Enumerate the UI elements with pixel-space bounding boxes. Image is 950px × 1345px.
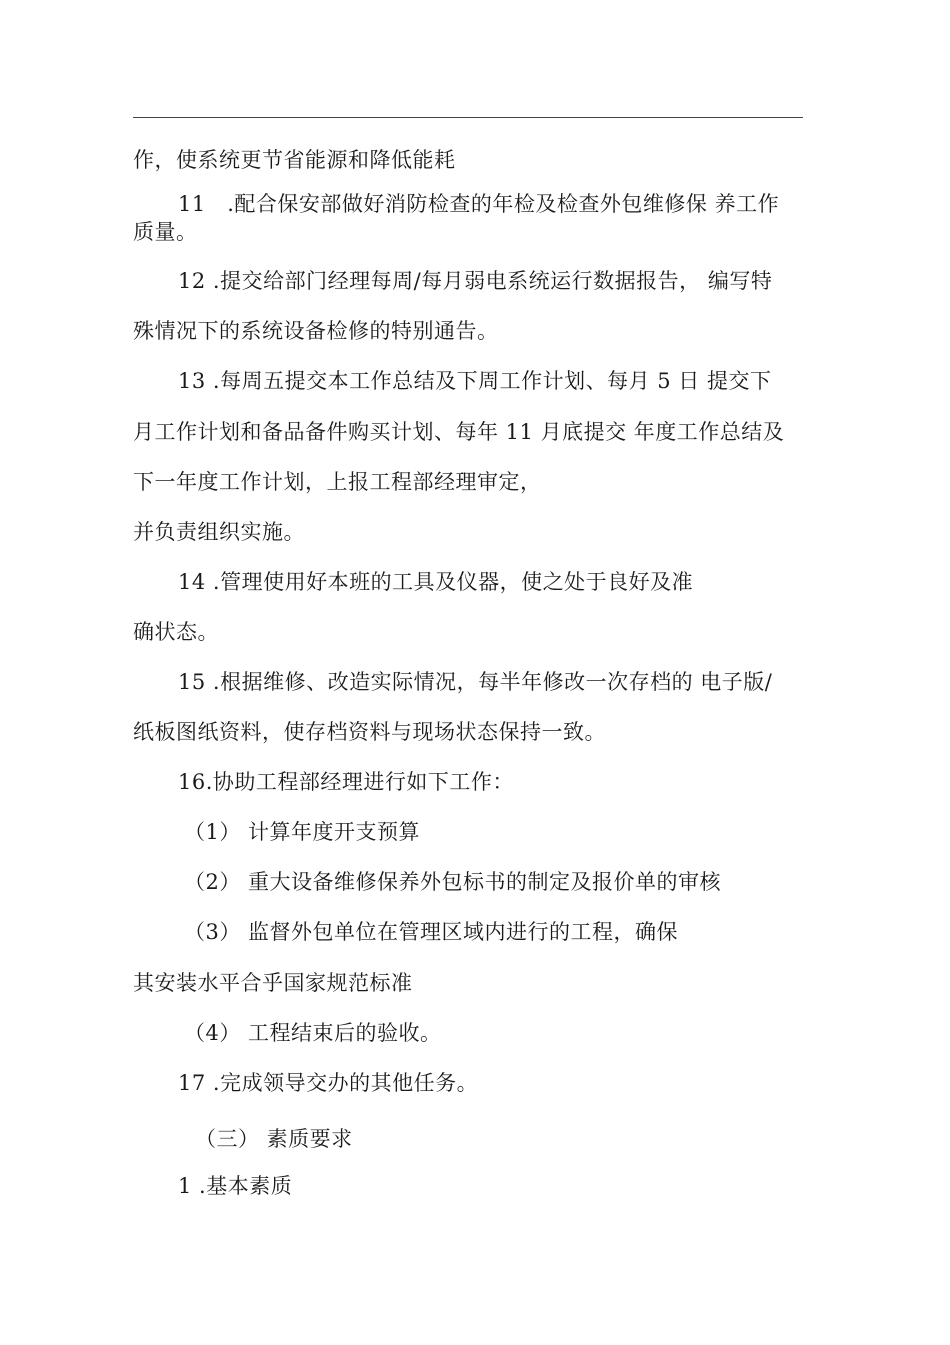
text-line: （2） 重大设备维修保养外包标书的制定及报价单的审核 bbox=[184, 870, 722, 894]
text-line: 确状态。 bbox=[133, 620, 219, 644]
text-line: 17 .完成领导交办的其他任务。 bbox=[178, 1071, 479, 1095]
text-line: 月工作计划和备品备件购买计划、每年 11 月底提交 年度工作总结及 bbox=[133, 420, 785, 444]
text-line: （1） 计算年度开支预算 bbox=[184, 820, 421, 844]
text-line: 16.协助工程部经理进行如下工作： bbox=[178, 770, 514, 794]
text-line: 12 .提交给部门经理每周/每月弱电系统运行数据报告， 编写特 bbox=[178, 269, 773, 293]
text-line: （3） 监督外包单位在管理区域内进行的工程，确保 bbox=[184, 920, 679, 944]
text-line: 其安装水平合乎国家规范标准 bbox=[133, 971, 413, 995]
text-line: 质量。 bbox=[133, 220, 198, 244]
text-line: 15 .根据维修、改造实际情况，每半年修改一次存档的 电子版/ bbox=[178, 670, 773, 694]
header-rule bbox=[133, 117, 803, 118]
text-line: 下一年度工作计划，上报工程部经理审定， bbox=[133, 470, 542, 494]
section-heading: （三） 素质要求 bbox=[195, 1127, 353, 1151]
text-line: 11 .配合保安部做好消防检查的年检及检查外包维修保 养工作 bbox=[178, 192, 780, 216]
text-line: 作，使系统更节省能源和降低能耗 bbox=[133, 148, 456, 172]
text-line: 纸板图纸资料，使存档资料与现场状态保持一致。 bbox=[133, 720, 606, 744]
text-line: 14 .管理使用好本班的工具及仪器，使之处于良好及准 bbox=[178, 570, 694, 594]
text-line: 13 .每周五提交本工作总结及下周工作计划、每月 5 日 提交下 bbox=[178, 369, 772, 393]
text-line: （4） 工程结束后的验收。 bbox=[184, 1021, 442, 1045]
text-line: 并负责组织实施。 bbox=[133, 520, 305, 544]
text-line: 1 .基本素质 bbox=[178, 1174, 293, 1198]
text-line: 殊情况下的系统设备检修的特别通告。 bbox=[133, 319, 499, 343]
